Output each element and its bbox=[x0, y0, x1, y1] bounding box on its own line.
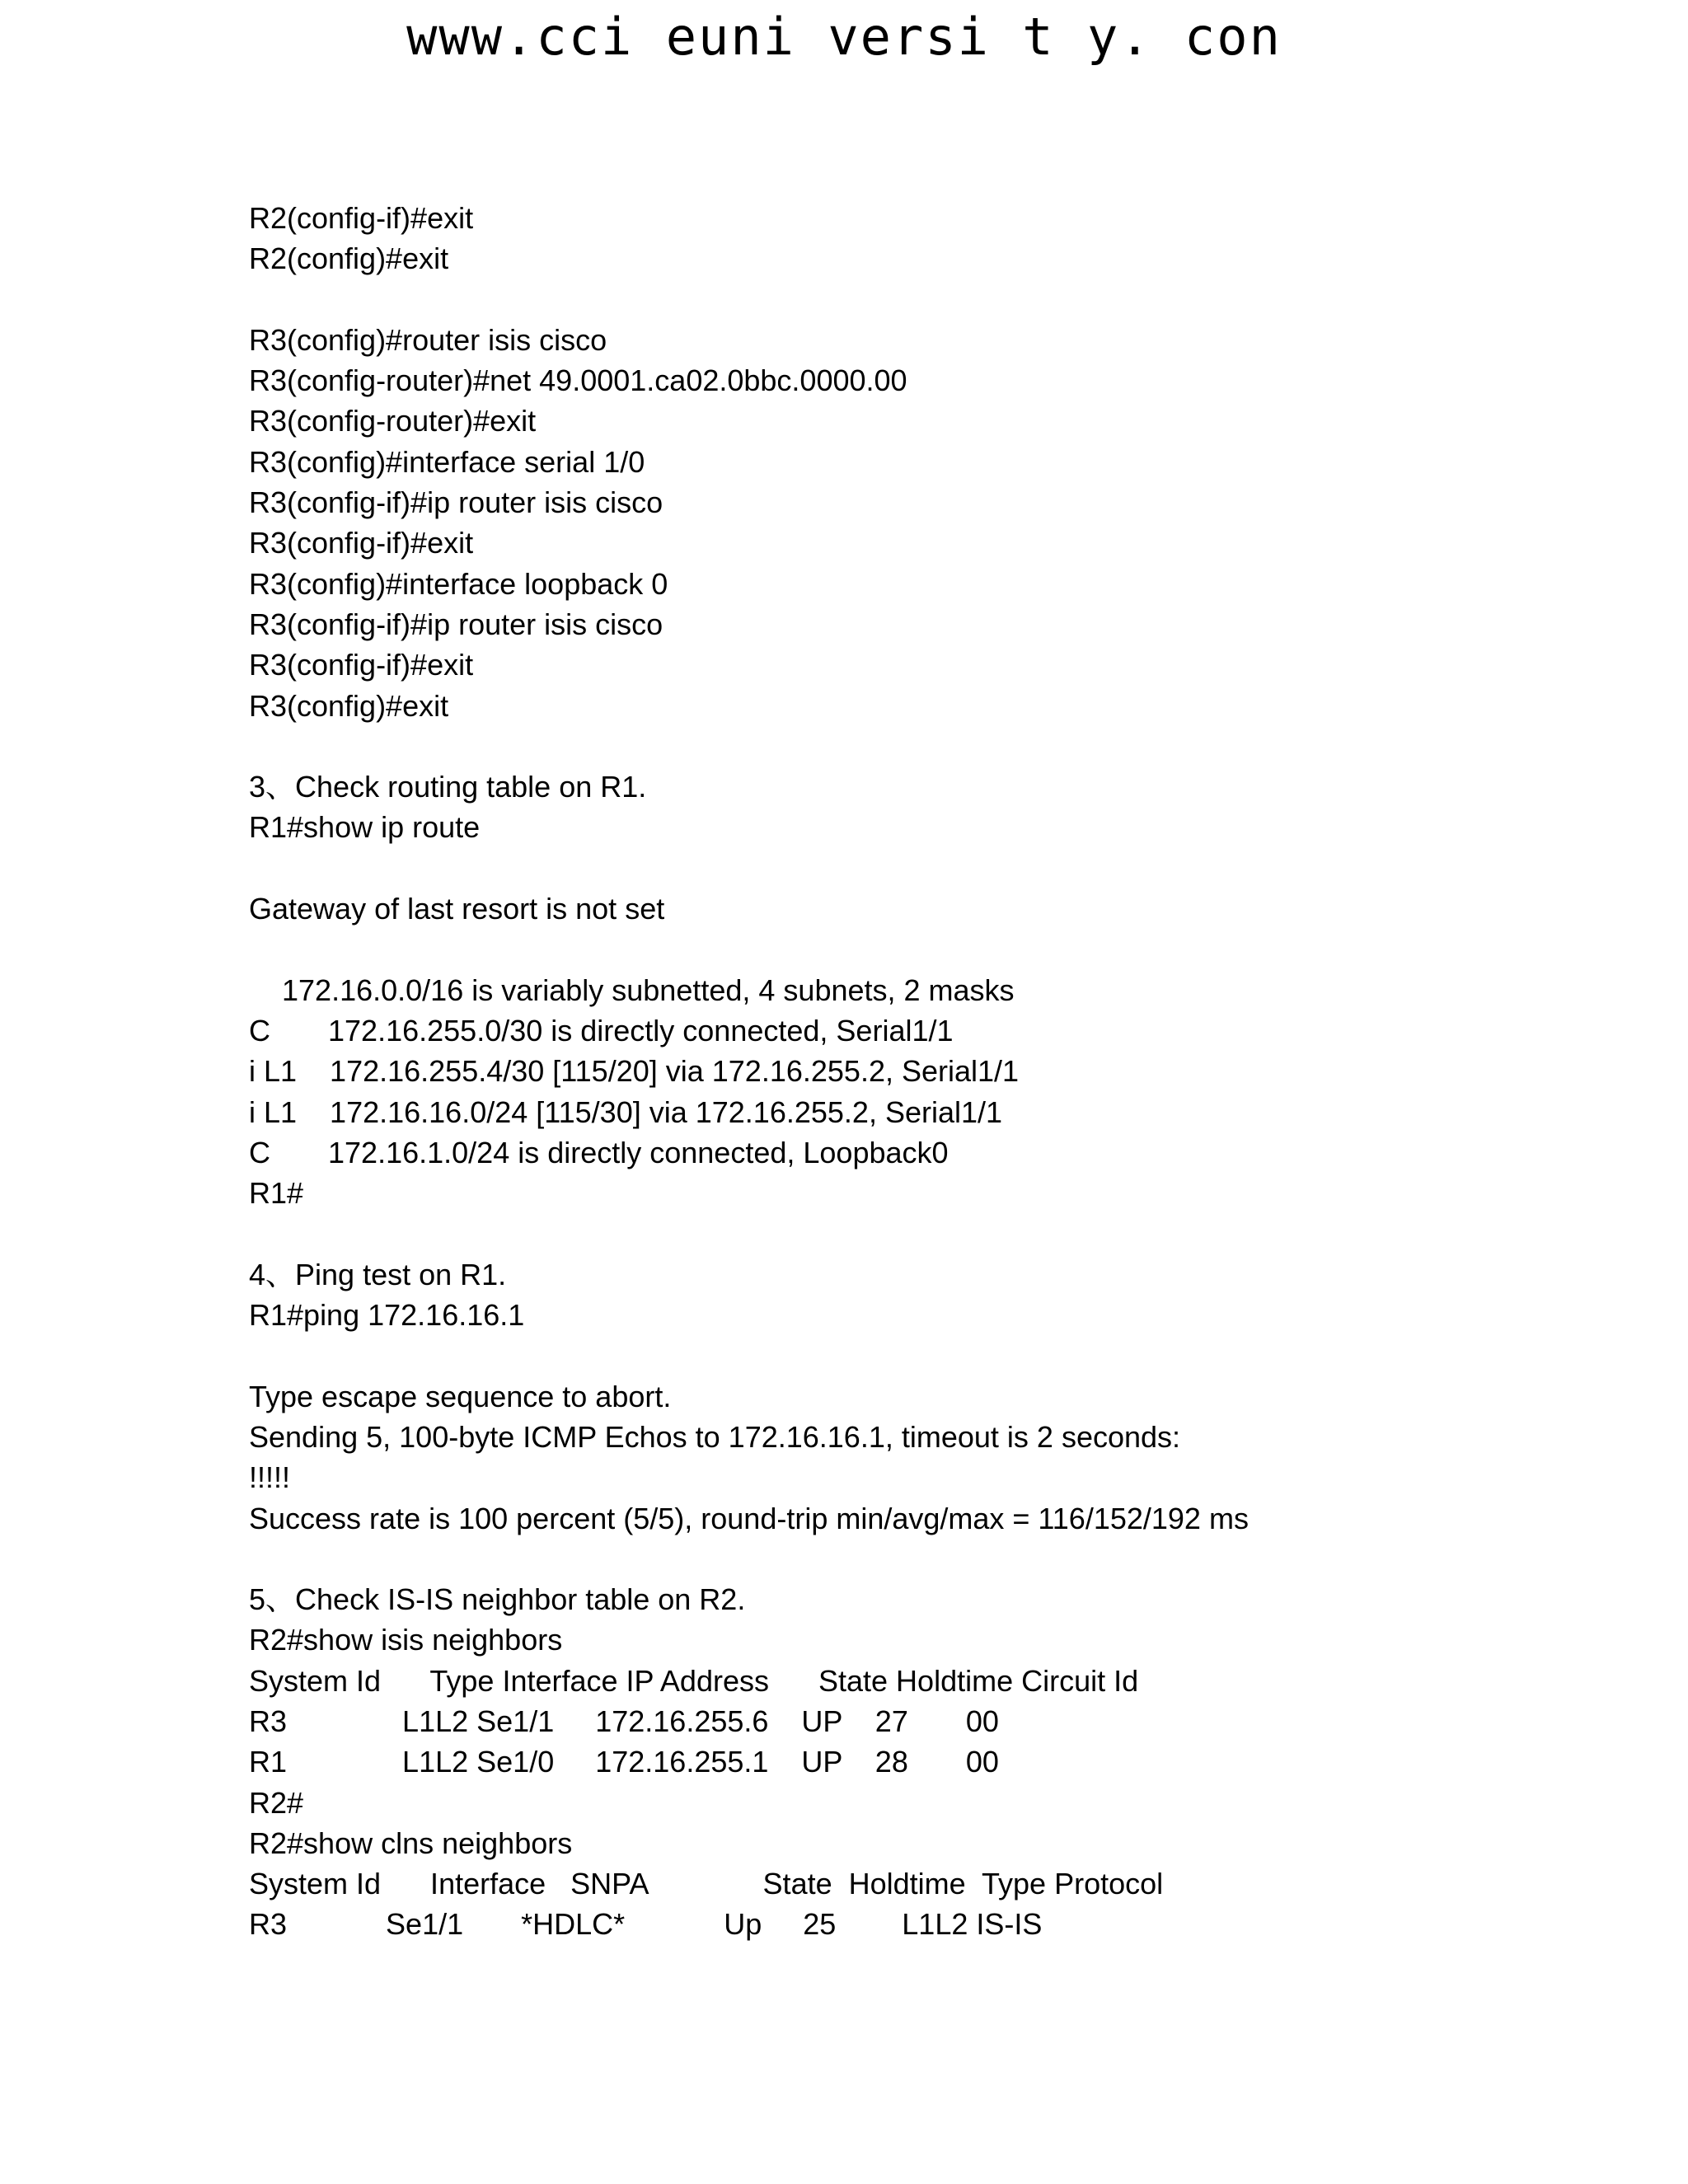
text-line: R3(config-if)#exit bbox=[249, 648, 474, 682]
table-header: System Id Type Interface IP Address State Holdtime Circuit Id bbox=[249, 1663, 1139, 1698]
text-line: R2(config-if)#exit bbox=[249, 201, 474, 235]
text-line: R3(config)#interface loopback 0 bbox=[249, 566, 668, 601]
text-line: R2(config)#exit bbox=[249, 241, 449, 276]
blank-line bbox=[249, 1539, 1650, 1579]
text-line: R3(config-if)#ip router isis cisco bbox=[249, 607, 663, 641]
blank-line bbox=[249, 279, 1650, 320]
table-row: R1 L1L2 Se1/0 172.16.255.1 UP 28 00 bbox=[249, 1745, 999, 1779]
text-line: R3(config)#router isis cisco bbox=[249, 322, 607, 357]
blank-line bbox=[249, 1335, 1650, 1376]
text-line: Gateway of last resort is not set bbox=[249, 892, 665, 926]
text-line: R3(config-router)#net 49.0001.ca02.0bbc.0000.00 bbox=[249, 363, 907, 398]
text-line: R1#show ip route bbox=[249, 810, 481, 845]
section-heading: 4、Ping test on R1. bbox=[249, 1257, 507, 1291]
table-header: System Id Interface SNPA State Holdtime Type Protocol bbox=[249, 1867, 1164, 1901]
text-line: Sending 5, 100-byte ICMP Echos to 172.16.16.1, timeout is 2 seconds: bbox=[249, 1419, 1181, 1454]
page-header-site: www.cci euni versi t y. con bbox=[406, 7, 1282, 67]
blank-line bbox=[249, 726, 1650, 766]
section-heading: 3、Check routing table on R1. bbox=[249, 770, 647, 804]
text-line: 172.16.0.0/16 is variably subnetted, 4 subnets, 2 masks bbox=[249, 972, 1015, 1007]
text-line: R3(config-if)#ip router isis cisco bbox=[249, 485, 663, 520]
text-line: R2#show isis neighbors bbox=[249, 1623, 563, 1657]
route-entry: i L1 172.16.16.0/24 [115/30] via 172.16.255.2, Serial1/1 bbox=[249, 1094, 1003, 1129]
text-line: Type escape sequence to abort. bbox=[249, 1379, 672, 1413]
blank-line bbox=[249, 929, 1650, 969]
text-line: R1#ping 172.16.16.1 bbox=[249, 1298, 525, 1333]
route-entry: C 172.16.255.0/30 is directly connected, Serial1/1 bbox=[249, 1013, 954, 1047]
text-line: R3(config-router)#exit bbox=[249, 404, 537, 438]
text-line: !!!!! bbox=[249, 1460, 291, 1495]
table-row: R3 Se1/1 *HDLC* Up 25 L1L2 IS-IS bbox=[249, 1907, 1043, 1942]
route-entry: C 172.16.1.0/24 is directly connected, Loopback0 bbox=[249, 1135, 949, 1169]
route-entry: i L1 172.16.255.4/30 [115/20] via 172.16.255.2, Serial1/1 bbox=[249, 1054, 1020, 1089]
section-heading: 5、Check IS-IS neighbor table on R2. bbox=[249, 1582, 746, 1617]
blank-line bbox=[249, 1213, 1650, 1254]
text-line: Success rate is 100 percent (5/5), round-trip min/avg/max = 116/152/192 ms bbox=[249, 1501, 1249, 1535]
blank-line bbox=[249, 848, 1650, 888]
text-line: R3(config-if)#exit bbox=[249, 526, 474, 560]
text-line: R2# bbox=[249, 1785, 304, 1820]
text-line: R1# bbox=[249, 1176, 304, 1211]
table-row: R3 L1L2 Se1/1 172.16.255.6 UP 27 00 bbox=[249, 1704, 999, 1738]
text-line: R3(config)#exit bbox=[249, 688, 449, 723]
text-line: R3(config)#interface serial 1/0 bbox=[249, 444, 645, 479]
document-body bbox=[249, 198, 1650, 1945]
text-line: R2#show clns neighbors bbox=[249, 1825, 573, 1860]
